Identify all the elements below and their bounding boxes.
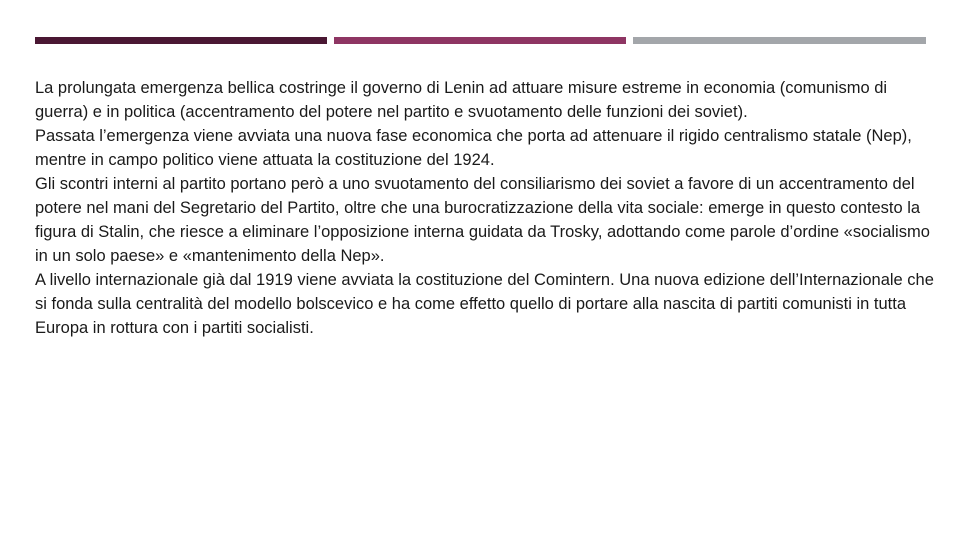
paragraph-comintern: A livello internazionale già dal 1919 viene avviata la costituzione del Comintern. Una nuova edizione dell’Internazionale che si fonda sulla centralità del modello bolscevico e ha come effetto quello di portare alla nascita di partiti comunisti in tutta Europa in rottura con i partiti socialisti. [35,271,934,337]
paragraph-nep: Passata l’emergenza viene avviata una nuova fase economica che porta ad attenuare il rigido centralismo statale (Nep), mentre in campo politico viene attuata la costituzione del 1924. [35,127,912,169]
slide-body-text [35,76,935,340]
header-accent-bars [35,37,926,44]
accent-bar-magenta [334,37,626,44]
accent-bar-dark-plum [35,37,327,44]
paragraph-war-communism: La prolungata emergenza bellica costringe il governo di Lenin ad attuare misure estreme in economia (comunismo di guerra) e in politica (accentramento del potere nel partito e svuotamento delle funzioni dei soviet). [35,79,888,121]
accent-bar-gray [633,37,926,44]
paragraph-stalin: Gli scontri interni al partito portano però a uno svuotamento del consiliarismo dei soviet a favore di un accentramento del potere nel mani del Segretario del Partito, oltre che una burocratizzazione della vita sociale: emerge in questo contesto la figura di Stalin, che riesce a eliminare l’opposizione interna guidata da Trosky, adottando come parole d’ordine «socialismo in un solo paese» e «mantenimento della Nep». [35,175,930,265]
